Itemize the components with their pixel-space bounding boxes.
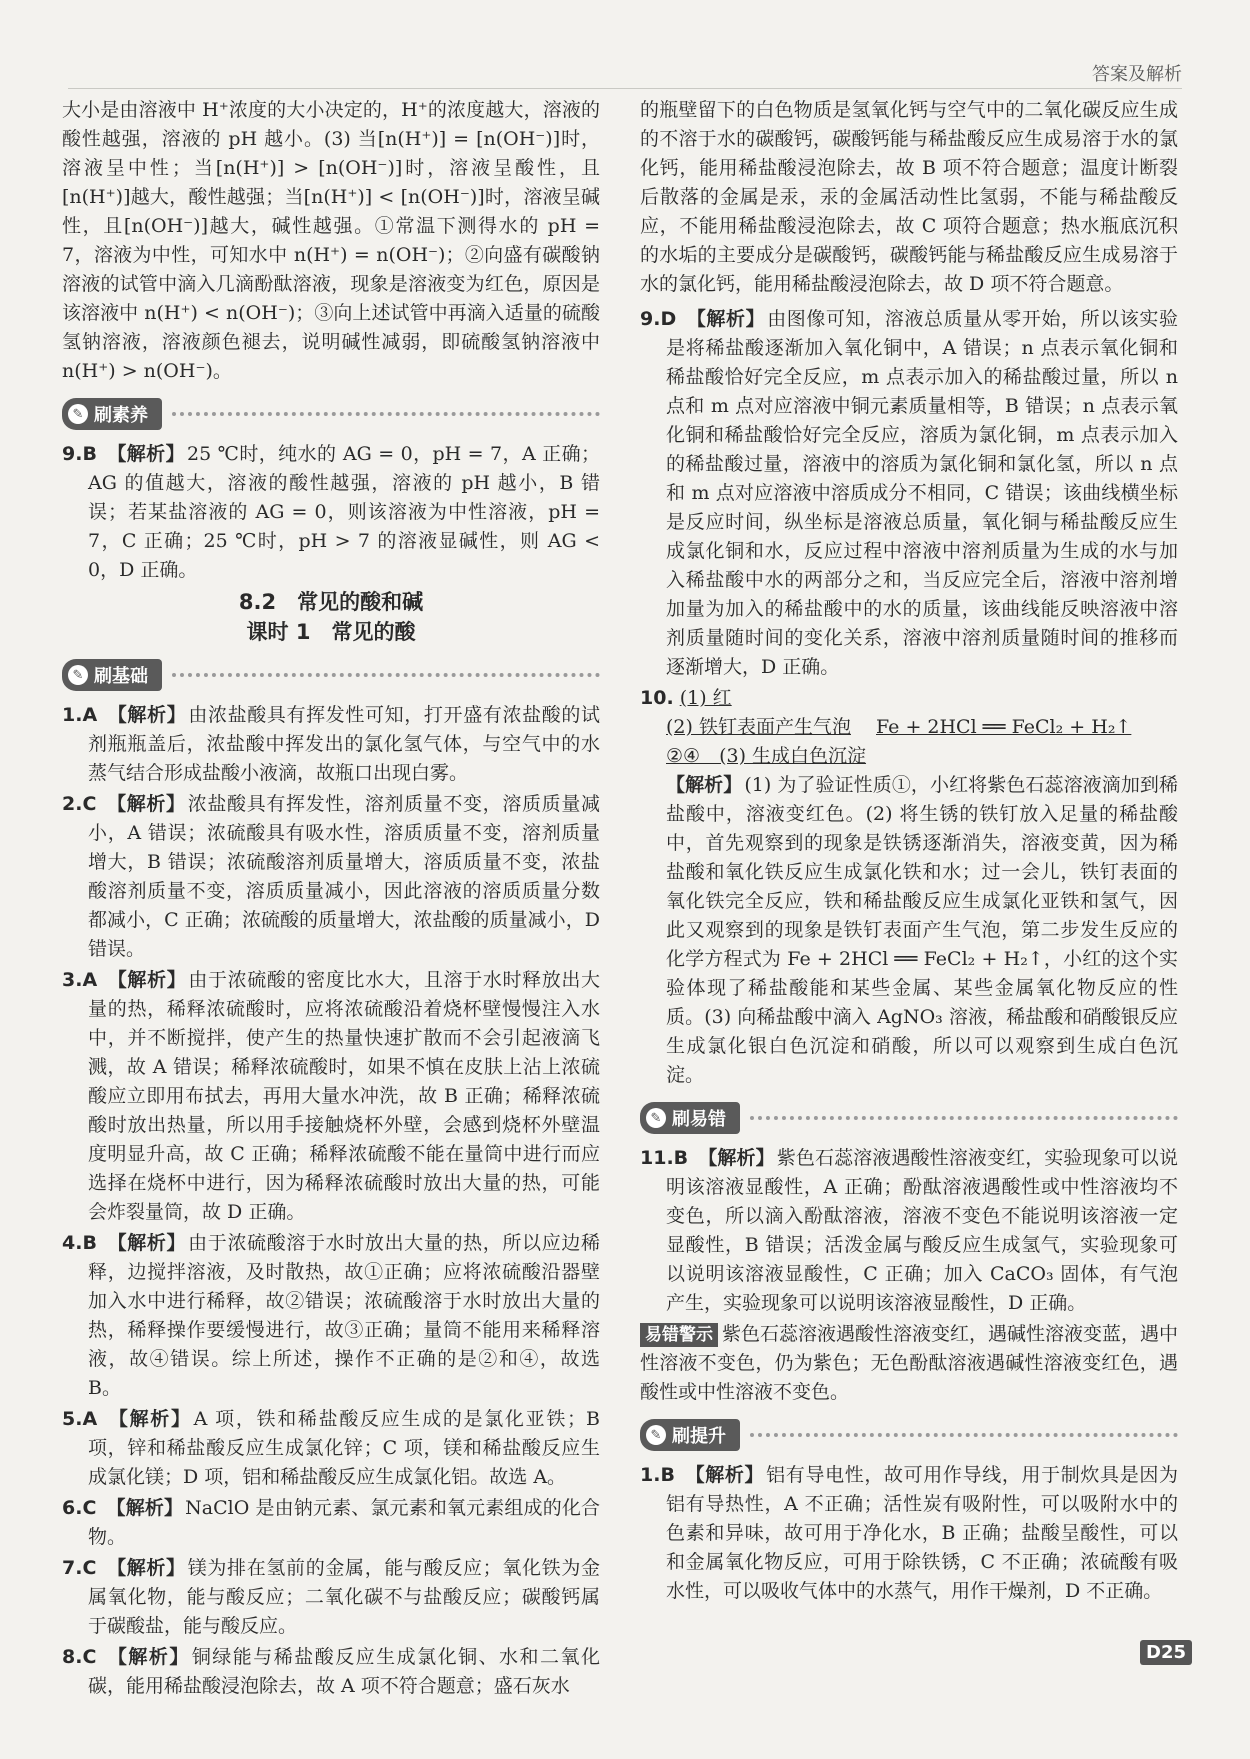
tag-label: 刷易错 bbox=[672, 1109, 726, 1130]
section-subtitle: 课时 1 常见的酸 bbox=[246, 620, 416, 644]
explanation-text: 由浓盐酸具有挥发性可知，打开盛有浓盐酸的试剂瓶瓶盖后，浓盐酸中挥发出的氯化氢气体，与空气中的水蒸气结合形成盐酸小液滴，故瓶口出现白雾。 bbox=[88, 704, 600, 784]
dotted-divider bbox=[750, 1433, 1178, 1437]
dotted-divider bbox=[172, 412, 600, 416]
jiexi-label: 【解析】 bbox=[106, 1232, 187, 1254]
tag-label: 刷提升 bbox=[672, 1426, 726, 1447]
answer-item bbox=[640, 1144, 1178, 1318]
tag-box bbox=[62, 659, 162, 691]
answer-item bbox=[62, 1494, 600, 1552]
answer-item bbox=[62, 790, 600, 964]
left-column bbox=[62, 96, 600, 1703]
warning-note bbox=[640, 1320, 1178, 1407]
item-number: 7. bbox=[62, 1557, 83, 1579]
item-number: 9. bbox=[640, 308, 661, 330]
tag-su-yang bbox=[62, 398, 600, 430]
item-number: 9. bbox=[62, 443, 83, 465]
tag-label: 刷基础 bbox=[94, 666, 148, 687]
answer-letter: C bbox=[82, 793, 97, 815]
explanation-text: 浓盐酸具有挥发性，溶剂质量不变，溶质质量减小，A 错误；浓硫酸具有吸水性，溶质质量不变，溶剂质量增大，B 错误；浓硫酸溶剂质量增大，溶质质量不变，浓盐酸溶剂质量不变，溶质质量减小，因此溶液的溶质质量分数都减小，C 正确；浓硫酸的质量增大，浓盐酸的质量减小，D 错误。 bbox=[88, 793, 600, 960]
page-number: D25 bbox=[1140, 1640, 1192, 1665]
tag-box bbox=[640, 1419, 740, 1451]
continued-explanation: 大小是由溶液中 H⁺浓度的大小决定的，H⁺的浓度越大，溶液的酸性越强，溶液的 pH 越小。(3) 当[n(H⁺)] = [n(OH⁻)]时，溶液呈中性；当[n(H⁺)] > [n(OH⁻)]时，溶液呈酸性，且[n(H⁺)]越大，酸性越强；当[n(H⁺)] < [n(OH⁻)]时，溶液呈碱性，且[n(OH⁻)]越大，碱性越强。①常温下测得水的 pH = 7，溶液为中性，可知水中 n(H⁺) = n(OH⁻)；②向盛有碳酸钠溶液的试管中滴入几滴酚酞溶液，现象是溶液变为红色，原因是该溶液中 n(H⁺) < n(OH⁻)；③向上述试管中再滴入适量的硫酸氢钠溶液，溶液颜色褪去，说明碱性减弱，即硫酸氢钠溶液中 n(H⁺) > n(OH⁻)。 bbox=[62, 99, 600, 382]
item-number: 4. bbox=[62, 1232, 83, 1254]
brush-icon: ✎ bbox=[68, 665, 88, 685]
dotted-divider bbox=[750, 1116, 1178, 1120]
tag-ji-chu bbox=[62, 659, 600, 691]
tag-ti-sheng bbox=[640, 1419, 1178, 1451]
tag-label: 刷素养 bbox=[94, 405, 148, 426]
answer-item bbox=[640, 1461, 1178, 1606]
answer-item bbox=[62, 701, 600, 788]
explanation-text: NaClO 是由钠元素、氯元素和氧元素组成的化合物。 bbox=[88, 1497, 600, 1548]
right-column bbox=[640, 96, 1178, 1608]
tag-yi-cuo bbox=[640, 1102, 1178, 1134]
item-number: 10. bbox=[640, 687, 674, 709]
item-number: 11. bbox=[640, 1147, 674, 1169]
item-number: 1. bbox=[640, 1464, 661, 1486]
item-number: 3. bbox=[62, 969, 83, 991]
jiexi-label: 【解析】 bbox=[698, 1147, 775, 1169]
jiexi-label: 【解析】 bbox=[684, 1464, 765, 1486]
answer-letter: C bbox=[82, 1646, 97, 1668]
jiexi-label: 【解析】 bbox=[107, 1408, 192, 1430]
answer-letter: D bbox=[660, 308, 677, 330]
jiexi-label: 【解析】 bbox=[106, 793, 186, 815]
explanation-text: 25 ℃时，纯水的 AG = 0，pH = 7，A 正确；AG 的值越大，溶液的酸性越强，溶液的 pH 越小，B 错误；若某盐溶液的 AG = 0，则该溶液为中性溶液，pH = 7，C 正确；25 ℃时，pH > 7 的溶液显碱性，则 AG < 0，D 正确。 bbox=[88, 443, 600, 581]
item-number: 5. bbox=[62, 1408, 83, 1430]
explanation-text: (1) 为了验证性质①，小红将紫色石蕊溶液滴加到稀盐酸中，溶液变红色。(2) 将生锈的铁钉放入足量的稀盐酸中，首先观察到的现象是铁锈逐渐消失，溶液变黄，因为稀盐酸和氧化铁反应生成氯化铁和水；过一会儿，铁钉表面的氧化铁完全反应，铁和稀盐酸反应生成氯化亚铁和氢气，因此又观察到的现象是铁钉表面产生气泡，第二步发生反应的化学方程式为 Fe + 2HCl ══ FeCl₂ + H₂↑，小红的这个实验体现了稀盐酸能和某些金属、某些金属氧化物反应的性质。(3) 向稀盐酸中滴入 AgNO₃ 溶液，稀盐酸和硝酸银反应生成氯化银白色沉淀和硝酸，所以可以观察到生成白色沉淀。 bbox=[666, 774, 1178, 1086]
suyang-list bbox=[62, 440, 600, 585]
answer-letter: A bbox=[82, 704, 98, 726]
explanation-text: 镁为排在氢前的金属，能与酸反应；氧化铁为金属氧化物，能与酸反应；二氧化碳不与盐酸反应；碳酸钙属于碳酸盐，能与酸反应。 bbox=[88, 1557, 600, 1637]
answer-line-2b: Fe + 2HCl ══ FeCl₂ + H₂↑ bbox=[876, 716, 1132, 738]
explanation-text: 由图像可知，溶液总质量从零开始，所以该实验是将稀盐酸逐渐加入氧化铜中，A 错误；n 点表示氧化铜和稀盐酸恰好完全反应，m 点表示加入的稀盐酸过量，所以 n 点和 m 点对应溶液中铜元素质量相等，B 错误；n 点表示氧化铜和稀盐酸恰好完全反应，溶质为氯化铜，m 点表示加入的稀盐酸过量，溶液中的溶质为氯化铜和氯化氢，所以 n 点和 m 点对应溶液中溶质成分不相同，C 错误；该曲线横坐标是反应时间，纵坐标是溶液总质量，氧化铜与稀盐酸反应生成氯化铜和水，反应过程中溶液中溶剂质量为生成的水与加入稀盐酸中水的两部分之和，当反应完全后，溶液中溶剂增加量为加入的稀盐酸中的水的质量，该曲线能反映溶液中溶剂质量随时间的变化关系，溶液中溶剂质量随时间的推移而逐渐增大，D 正确。 bbox=[666, 308, 1178, 678]
answer-item bbox=[62, 1643, 600, 1701]
answer-letter: B bbox=[82, 443, 97, 465]
explanation-text: 由于浓硫酸的密度比水大，且溶于水时释放出大量的热，稀释浓硫酸时，应将浓硫酸沿着烧杯壁慢慢注入水中，并不断搅拌，使产生的热量快速扩散而不会引起液滴飞溅，故 A 错误；稀释浓硫酸时，如果不慎在皮肤上沾上浓硫酸应立即用布拭去，再用大量水冲洗，故 B 正确；稀释浓硫酸时放出热量，所以用手接触烧杯外壁，会感到烧杯外壁温度明显升高，故 C 正确；稀释浓硫酸不能在量筒中进行而应选择在烧杯中进行，因为稀释浓硫酸时放出大量的热，可能会炸裂量筒，故 D 正确。 bbox=[88, 969, 600, 1223]
running-header: 答案及解析 bbox=[1092, 64, 1182, 85]
answer-line-2a: (2) 铁钉表面产生气泡 bbox=[666, 716, 851, 738]
header-rule bbox=[68, 88, 1182, 89]
jiexi-label: 【解析】 bbox=[106, 1557, 186, 1579]
item-number: 2. bbox=[62, 793, 83, 815]
jiexi-label: 【解析】 bbox=[107, 704, 187, 726]
answer-item bbox=[62, 1554, 600, 1641]
explanation-text: 铜绿能与稀盐酸反应生成氯化铜、水和二氧化碳，能用稀盐酸浸泡除去，故 A 项不符合题意；盛石灰水 bbox=[88, 1646, 600, 1697]
answer-letter: A bbox=[82, 1408, 98, 1430]
answer-item bbox=[62, 966, 600, 1227]
answer-item-10 bbox=[640, 684, 1178, 1090]
answer-item bbox=[62, 1405, 600, 1492]
answer-letter: A bbox=[82, 969, 98, 991]
jiexi-label: 【解析】 bbox=[106, 1646, 190, 1668]
jiexi-label: 【解析】 bbox=[106, 1497, 184, 1519]
answer-item bbox=[640, 305, 1178, 682]
answer-letter: B bbox=[82, 1232, 97, 1254]
item-number: 1. bbox=[62, 704, 83, 726]
answer-letter: C bbox=[82, 1497, 97, 1519]
answer-item bbox=[62, 440, 600, 585]
answer-letter: B bbox=[660, 1464, 675, 1486]
section-title: 8.2 常见的酸和碱 bbox=[238, 590, 424, 614]
warning-text: 紫色石蕊溶液遇酸性溶液变红，遇碱性溶液变蓝，遇中性溶液不变色，仍为紫色；无色酚酞溶液遇碱性溶液变红色，遇酸性或中性溶液不变色。 bbox=[640, 1323, 1179, 1403]
jiexi-label: 【解析】 bbox=[666, 774, 743, 796]
dotted-divider bbox=[172, 673, 600, 677]
explanation-text: A 项，铁和稀盐酸反应生成的是氯化亚铁；B 项，锌和稀盐酸反应生成氯化锌；C 项，镁和稀盐酸反应生成氯化镁；D 项，铝和稀盐酸反应生成氯化铝。故选 A。 bbox=[88, 1408, 600, 1488]
explanation-text: 紫色石蕊溶液遇酸性溶液变红，实验现象可以说明该溶液显酸性，A 正确；酚酞溶液遇酸性或中性溶液均不变色，所以滴入酚酞溶液，溶液不变色不能说明该溶液一定显酸性，B 错误；活泼金属与酸反应生成氢气，实验现象可以说明该溶液显酸性，C 正确；加入 CaCO₃ 固体，有气泡产生，实验现象可以说明该溶液显酸性，D 正确。 bbox=[666, 1147, 1178, 1314]
tag-box bbox=[640, 1102, 740, 1134]
item-number: 6. bbox=[62, 1497, 83, 1519]
right-list bbox=[640, 305, 1178, 682]
item-number: 8. bbox=[62, 1646, 83, 1668]
warning-label: 易错警示 bbox=[640, 1323, 718, 1347]
brush-icon: ✎ bbox=[646, 1425, 666, 1445]
tag-box bbox=[62, 398, 162, 430]
brush-icon: ✎ bbox=[646, 1108, 666, 1128]
answer-line-3: ②④ (3) 生成白色沉淀 bbox=[666, 745, 867, 767]
explanation-text: 铝有导电性，故可用作导线，用于制炊具是因为铝有导热性，A 不正确；活性炭有吸附性，可以吸附水中的色素和异味，故可用于净化水，B 正确；盐酸呈酸性，可以和金属氧化物反应，可用于除铁锈，C 不正确；浓硫酸有吸水性，可以吸收气体中的水蒸气，用作干燥剂，D 不正确。 bbox=[666, 1464, 1178, 1602]
answer-letter: C bbox=[82, 1557, 97, 1579]
jichu-list bbox=[62, 701, 600, 1701]
jiexi-label: 【解析】 bbox=[107, 969, 187, 991]
tisheng-list bbox=[640, 1461, 1178, 1606]
explanation-text: 由于浓硫酸溶于水时放出大量的热，所以应边稀释，边搅拌溶液，及时散热，故①正确；应将浓硫酸沿器壁加入水中进行稀释，故②错误；浓硫酸溶于水时放出大量的热，稀释操作要缓慢进行，故③正确；量筒不能用来稀释溶液，故④错误。综上所述，操作不正确的是②和④，故选 B。 bbox=[88, 1232, 600, 1399]
jiexi-label: 【解析】 bbox=[106, 443, 186, 465]
answer-line-1: (1) 红 bbox=[679, 687, 732, 709]
brush-icon: ✎ bbox=[68, 404, 88, 424]
answer-item bbox=[62, 1229, 600, 1403]
jiexi-label: 【解析】 bbox=[686, 308, 766, 330]
continued-explanation-8: 的瓶壁留下的白色物质是氢氧化钙与空气中的二氧化碳反应生成的不溶于水的碳酸钙，碳酸钙能与稀盐酸反应生成易溶于水的氯化钙，能用稀盐酸浸泡除去，故 B 项不符合题意；温度计断裂后散落的金属是汞，汞的金属活动性比氢弱，不能与稀盐酸反应，不能用稀盐酸浸泡除去，故 C 项符合题意；热水瓶底沉积的水垢的主要成分是碳酸钙，碳酸钙能与稀盐酸反应生成易溶于水的氯化钙，能用稀盐酸浸泡除去，故 D 项不符合题意。 bbox=[640, 99, 1178, 295]
yicuo-list bbox=[640, 1144, 1178, 1318]
answer-letter: B bbox=[673, 1147, 689, 1169]
